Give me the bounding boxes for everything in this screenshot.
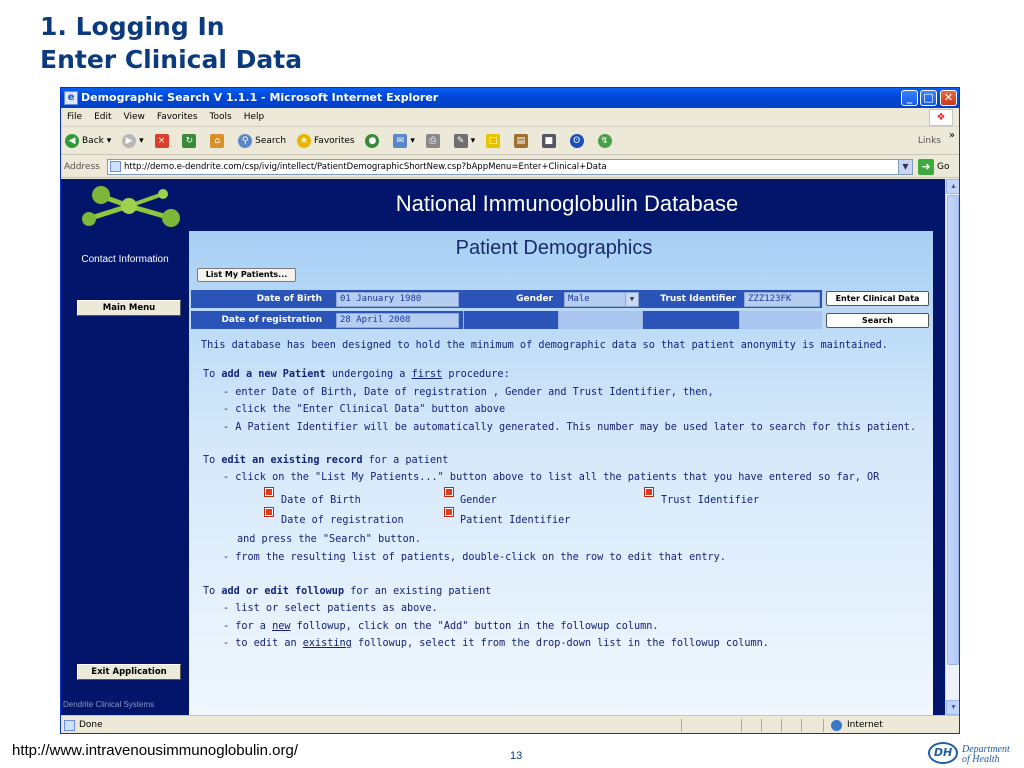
search-button-app[interactable]: Search	[826, 313, 929, 328]
refresh-icon: ↻	[182, 134, 196, 148]
page-number: 13	[510, 750, 523, 762]
bluetooth-button[interactable]	[566, 128, 591, 155]
chevron-icon[interactable]: »	[948, 130, 955, 141]
slide-title-line2: Enter Clinical Data	[40, 45, 303, 74]
gender-select[interactable]	[564, 292, 639, 307]
status-done: Done	[79, 720, 103, 730]
stop-icon: ×	[155, 134, 169, 148]
back-label: Back	[82, 136, 104, 146]
scroll-up-icon[interactable]: ▲	[946, 179, 960, 194]
close-button[interactable]: ✕	[940, 90, 957, 106]
empty-cell	[558, 311, 642, 329]
molecule-logo-icon	[71, 182, 191, 228]
empty-cell	[642, 311, 739, 329]
research-button[interactable]	[510, 128, 535, 155]
option-date-of-birth: Date of Birth	[281, 495, 361, 506]
window-titlebar	[61, 88, 959, 108]
option-patient-identifier: Patient Identifier	[460, 515, 571, 526]
empty-cell	[739, 311, 822, 329]
dh-logo-text: Department of Health	[962, 744, 1010, 765]
add-patient-heading: To add a new Patient undergoing a first procedure:	[203, 369, 510, 380]
back-button[interactable]: ◀ Back ▾	[61, 128, 115, 155]
menu-tools[interactable]: Tools	[209, 112, 232, 122]
option-date-of-registration: Date of registration	[281, 515, 404, 526]
favorites-label: Favorites	[313, 136, 355, 146]
scroll-thumb[interactable]	[947, 195, 959, 665]
edit-icon: ✎	[454, 134, 468, 148]
dh-logo-initials: DH	[928, 742, 958, 764]
favorites-star-icon: ★	[297, 134, 311, 148]
form-row-2	[191, 311, 822, 329]
page-icon	[110, 161, 121, 172]
go-arrow-icon[interactable]: ➜	[918, 159, 934, 175]
print-icon: ⎙	[426, 134, 440, 148]
bullet-icon	[265, 488, 273, 496]
bluetooth-icon: ʘ	[570, 134, 584, 148]
page-done-icon	[64, 720, 75, 731]
minimize-button[interactable]: _	[901, 90, 918, 106]
status-divider	[801, 719, 802, 732]
option-trust-identifier: Trust Identifier	[661, 495, 760, 506]
windows-flag-icon: ❖	[929, 109, 953, 126]
menu-file[interactable]: File	[67, 112, 83, 122]
add-patient-bold: add a new Patient	[221, 369, 326, 380]
messenger-icon: ■	[542, 134, 556, 148]
forward-arrow-icon: ▶	[122, 134, 136, 148]
menu-favorites[interactable]: Favorites	[156, 112, 198, 122]
option-gender: Gender	[460, 495, 497, 506]
edit-step-1: - click on the "List My Patients..." button above to list all the patients that you have entered so far, OR	[223, 472, 880, 483]
gender-label: Gender	[516, 294, 553, 304]
dob-label: Date of Birth	[256, 294, 322, 304]
followup-step-1: - list or select patients as above.	[223, 603, 438, 614]
form-row-1	[191, 290, 822, 308]
followup-step-2: - for a new followup, click on the "Add" button in the followup column.	[223, 621, 659, 632]
followup-bold: add or edit followup	[221, 586, 345, 597]
first-link[interactable]: first	[411, 369, 443, 380]
registration-date-label: Date of registration	[221, 315, 322, 325]
ie-icon: e	[64, 91, 78, 105]
back-arrow-icon: ◀	[65, 134, 79, 148]
bullet-icon	[445, 508, 453, 516]
research-icon: ▤	[514, 134, 528, 148]
menu-edit[interactable]: Edit	[94, 112, 112, 122]
contact-information-link[interactable]: Contact Information	[81, 254, 169, 265]
list-my-patients-button[interactable]: List My Patients...	[197, 268, 296, 282]
media-icon: ●	[365, 134, 379, 148]
edit-record-bold: edit an existing record	[221, 455, 363, 466]
chevron-down-icon: ▼	[625, 293, 638, 306]
status-divider	[761, 719, 762, 732]
enter-clinical-data-button[interactable]: Enter Clinical Data	[826, 291, 929, 306]
print-button[interactable]	[422, 128, 447, 155]
address-bar	[61, 156, 959, 178]
refresh-button[interactable]	[178, 128, 203, 155]
extra-icon: ↯	[598, 134, 612, 148]
home-icon: ⌂	[210, 134, 224, 148]
edit-step-2: and press the "Search" button.	[237, 534, 422, 545]
demographics-panel	[189, 231, 933, 715]
toolbar	[61, 128, 959, 155]
department-of-health-logo	[928, 742, 1024, 768]
status-divider	[781, 719, 782, 732]
app-header-title: National Immunoglobulin Database	[395, 191, 739, 216]
slide-title-line1: 1. Logging In	[40, 12, 225, 41]
links-label[interactable]: Links	[917, 136, 941, 146]
extra-button[interactable]	[594, 128, 619, 155]
sidebar-footer: Dendrite Clinical Systems	[63, 700, 155, 709]
edit-record-heading: To edit an existing record for a patient	[203, 455, 449, 466]
browser-window	[60, 87, 960, 734]
home-button[interactable]	[206, 128, 231, 155]
mail-icon: ✉	[393, 134, 407, 148]
followup-heading: To add or edit followup for an existing patient	[203, 586, 492, 597]
existing-link[interactable]: existing	[302, 638, 352, 649]
address-input[interactable]	[107, 159, 913, 175]
status-divider	[741, 719, 742, 732]
media-button[interactable]	[361, 128, 386, 155]
trust-identifier-label: Trust Identifier	[660, 294, 736, 304]
window-title: Demographic Search V 1.1.1 - Microsoft Internet Explorer	[81, 91, 439, 104]
discuss-button[interactable]	[482, 128, 507, 155]
messenger-button[interactable]	[538, 128, 563, 155]
stop-button[interactable]	[151, 128, 176, 155]
empty-cell	[463, 311, 558, 329]
add-step-2: - click the "Enter Clinical Data" button above	[223, 404, 506, 415]
address-url: http://demo.e-dendrite.com/csp/ivig/intellect/PatientDemographicShortNew.csp?bAppMenu=Enter+Clinical+Data	[124, 162, 607, 172]
status-divider	[823, 719, 824, 732]
followup-step-3: - to edit an existing followup, select it from the drop-down list in the followup column.	[223, 638, 769, 649]
registration-date-input[interactable]: 28 April 2008	[336, 313, 459, 328]
edit-page-button[interactable]: ✎ ▾	[450, 128, 480, 155]
trust-identifier-input[interactable]: ZZZ123FK	[744, 292, 820, 307]
edit-step-3: - from the resulting list of patients, double-click on the row to edit that entry.	[223, 552, 726, 563]
menu-view[interactable]: View	[123, 112, 145, 122]
go-button[interactable]: Go	[937, 162, 950, 172]
maximize-button[interactable]: □	[920, 90, 937, 106]
globe-icon	[831, 720, 842, 731]
page-content	[61, 179, 945, 715]
intro-text: This database has been designed to hold the minimum of demographic data so that patient anonymity is maintained.	[201, 340, 888, 351]
address-label: Address	[64, 162, 100, 172]
add-step-3: - A Patient Identifier will be automatically generated. This number may be used later to search for this patient.	[223, 422, 917, 433]
slide-title	[40, 10, 302, 76]
add-step-1: - enter Date of Birth, Date of registration , Gender and Trust Identifier, then,	[223, 387, 714, 398]
panel-title: Patient Demographics	[455, 237, 653, 259]
search-label: Search	[255, 136, 287, 146]
forward-button[interactable]: ▶ ▾	[118, 128, 148, 155]
scroll-down-icon[interactable]: ▼	[946, 700, 960, 715]
menu-bar	[61, 108, 959, 127]
search-button[interactable]	[234, 128, 290, 155]
new-link[interactable]: new	[272, 621, 291, 632]
vertical-scrollbar[interactable]	[945, 179, 960, 715]
gender-value: Male	[568, 294, 590, 304]
bullet-icon	[265, 508, 273, 516]
main-menu-button[interactable]: Main Menu	[77, 300, 181, 316]
footer-url[interactable]: http://www.intravenousimmunoglobulin.org/	[12, 742, 298, 759]
folder-icon: □	[486, 134, 500, 148]
status-divider	[681, 719, 682, 732]
search-icon: ⚲	[238, 134, 252, 148]
exit-application-button[interactable]: Exit Application	[77, 664, 181, 680]
favorites-button[interactable]	[293, 128, 359, 155]
address-dropdown-icon[interactable]: ▼	[898, 160, 912, 174]
bullet-icon	[645, 488, 653, 496]
status-bar	[61, 715, 959, 734]
mail-button[interactable]: ✉ ▾	[389, 128, 419, 155]
menu-help[interactable]: Help	[243, 112, 265, 122]
status-zone: Internet	[847, 720, 883, 730]
bullet-icon	[445, 488, 453, 496]
dob-input[interactable]: 01 January 1980	[336, 292, 459, 307]
